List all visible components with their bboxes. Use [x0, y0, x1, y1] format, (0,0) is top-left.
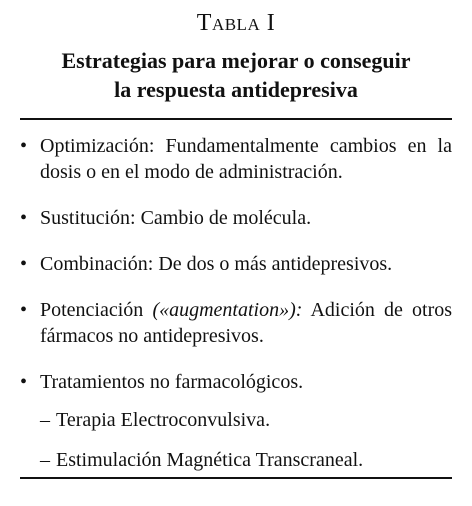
list-item-no-farmacologicos	[20, 369, 452, 473]
item-label: Optimización:	[40, 135, 155, 157]
sub-item-text: Estimulación Magnética Transcraneal.	[56, 449, 364, 471]
top-rule	[20, 118, 452, 120]
table-title-line-1: Estrategias para mejorar o conseguir	[61, 48, 411, 73]
bullet-icon: •	[20, 207, 28, 229]
list-item-combinacion	[20, 251, 452, 277]
item-label: Sustitución:	[40, 207, 136, 229]
sub-item-estimulacion	[20, 447, 452, 473]
bullet-icon: •	[20, 253, 28, 275]
table-title	[0, 46, 472, 104]
bullet-icon: •	[20, 299, 28, 321]
dash-icon: –	[40, 449, 50, 471]
item-label: Potenciación	[40, 299, 144, 321]
table-title-line-2: la respuesta antidepresiva	[114, 77, 358, 102]
list-item-sustitucion	[20, 205, 452, 231]
item-text: Fundamentalmente cambios en la dosis o en el modo de administración.	[40, 135, 452, 183]
item-italic-note: («augmentation»):	[152, 299, 303, 321]
item-text: De dos o más antidepresivos.	[158, 253, 393, 275]
list-item-potenciacion	[20, 297, 452, 349]
bottom-rule	[20, 477, 452, 479]
item-label: Tratamientos no farmacológicos.	[40, 371, 304, 393]
table-number: Tabla I	[196, 10, 276, 36]
dash-icon: –	[40, 409, 50, 431]
item-text: Cambio de molécula.	[140, 207, 312, 229]
item-text: Adición de otros fármacos no antidepresivos.	[40, 299, 453, 347]
bullet-icon: •	[20, 135, 28, 157]
sub-item-terapia	[20, 407, 452, 433]
strategy-list	[20, 133, 452, 493]
list-item-optimizacion	[20, 133, 452, 185]
item-label: Combinación:	[40, 253, 154, 275]
sub-item-text: Terapia Electroconvulsiva.	[56, 409, 271, 431]
bullet-icon: •	[20, 371, 28, 393]
